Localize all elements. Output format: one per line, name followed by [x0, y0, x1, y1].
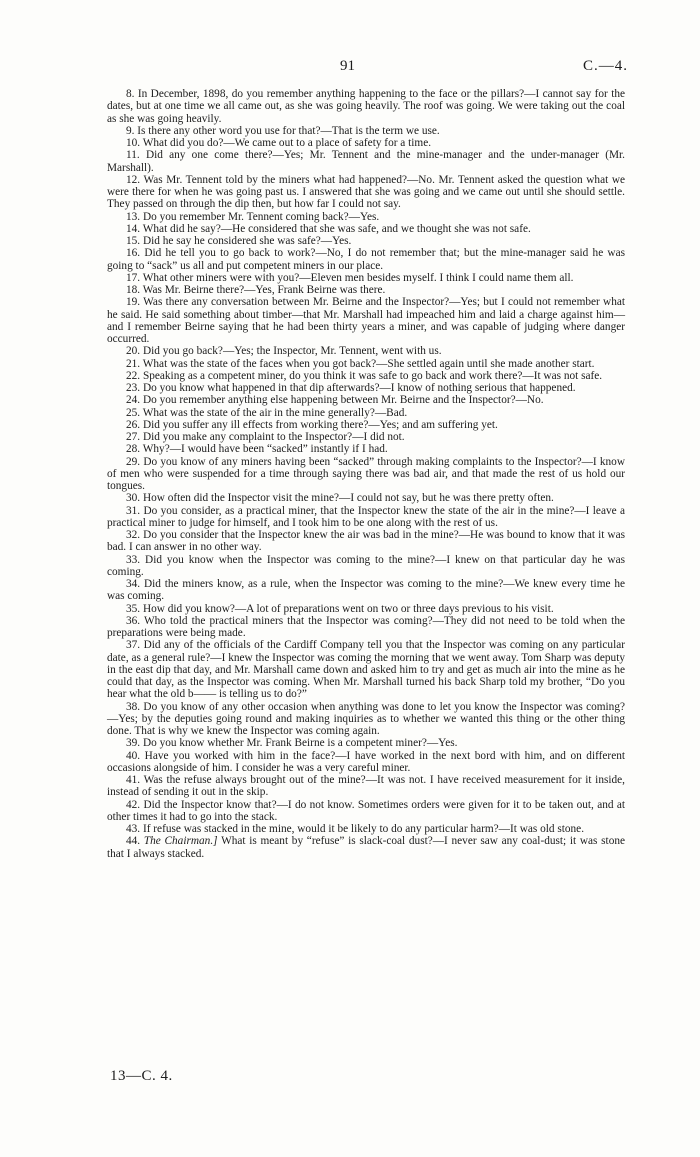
paragraph-q36: 36. Who told the practical miners that the Inspector was coming?—They did not need to be told when the preparations were being made. [107, 614, 625, 639]
paragraph-q26: 26. Did you suffer any ill effects from working there?—Yes; and am suffering yet. [126, 418, 498, 431]
paragraph-q34: 34. Did the miners know, as a rule, when the Inspector was coming to the mine?—We knew every time he was coming. [107, 578, 625, 603]
paragraph-q13: 13. Do you remember Mr. Tennent coming back?—Yes. [126, 210, 380, 223]
paragraph-q40: 40. Have you worked with him in the face?—I have worked in the next bord with him, and on different occasions alongside of him. I consider he was a very careful miner. [107, 749, 625, 774]
paragraph-q30: 30. How often did the Inspector visit the mine?—I could not say, but he was there pretty often. [126, 492, 554, 505]
paragraph-q25: 25. What was the state of the air in the mine generally?—Bad. [126, 406, 408, 419]
evidence-text [107, 88, 625, 860]
paragraph-q17: 17. What other miners were with you?—Eleven men besides myself. I think I could name them all. [126, 271, 574, 284]
paragraph-q14: 14. What did he say?—He considered that she was safe, and we thought she was not safe. [126, 222, 531, 235]
paragraph-q20: 20. Did you go back?—Yes; the Inspector, Mr. Tennent, went with us. [126, 345, 442, 358]
paragraph-q44-text: What is meant by “refuse” is slack-coal dust?—I never saw any coal-dust; it was stone that I always stacked. [107, 835, 626, 860]
paragraph-q10: 10. What did you do?—We came out to a place of safety for a time. [126, 137, 432, 149]
paragraph-q19: 19. Was there any conversation between Mr. Beirne and the Inspector?—Yes; but I could not remember what he said. He said something about timber—that Mr. Marshall had impeached him and laid a charge against him—and I remember Beirne saying that he had been thirty years a miner, and was capable of judging where danger occurred. [107, 296, 625, 345]
paragraph-q28: 28. Why?—I would have been “sacked” instantly if I had. [126, 443, 388, 456]
paragraph-q33: 33. Did you know when the Inspector was coming to the mine?—I knew on that particular day he was coming. [107, 553, 625, 578]
page-header [0, 58, 700, 78]
paragraph-q9: 9. Is there any other word you use for that?—That is the term we use. [126, 124, 440, 137]
paragraph-q11: 11. Did any one come there?—Yes; Mr. Tennent and the mine-manager and the under-manager (Mr. Marshall). [107, 149, 625, 174]
paragraph-q35: 35. How did you know?—A lot of preparations went on two or three days previous to his visit. [126, 602, 554, 615]
paragraph-q43: 43. If refuse was stacked in the mine, would it be likely to do any particular harm?—It was old stone. [126, 823, 585, 835]
paragraph-q38: 38. Do you know of any other occasion when anything was done to let you know the Inspector was coming?—Yes; by the deputies going round and making inquiries as to whether we wanted this thing or the other thing done. That is why we knew the Inspector was coming again. [107, 700, 625, 737]
paragraph-q32: 32. Do you consider that the Inspector knew the air was bad in the mine?—He was bound to know that it was bad. I can answer in no other way. [107, 529, 625, 554]
signature-mark: 13—C. 4. [110, 1068, 173, 1084]
paragraph-q39: 39. Do you know whether Mr. Frank Beirne is a competent miner?—Yes. [126, 737, 458, 750]
paragraph-q21: 21. What was the state of the faces when you got back?—She settled again until she made another start. [126, 357, 595, 370]
speaker-label: The Chairman.] [143, 835, 218, 848]
paragraph-q27: 27. Did you make any complaint to the Inspector?—I did not. [126, 431, 405, 443]
question-number: 44. [126, 835, 141, 848]
paragraph-q31: 31. Do you consider, as a practical miner, that the Inspector knew the state of the air in the mine?—I leave a practical miner to judge for himself, and I took him to be one along with the rest of us. [107, 504, 625, 529]
paragraph-q37: 37. Did any of the officials of the Cardiff Company tell you that the Inspector was coming on any particular date, as a general rule?—I knew the Inspector was coming the morning that we went away. Tom Sharp was deputy in the east dip that day, and Mr. Marshall came down and asked him to try and get as much air into the mine as he could that day, as the Inspector was coming. When Mr. Marshall turned his back Sharp told my brother, “Do you hear what the old b—— is telling us to do?” [107, 639, 625, 701]
paragraph-q42: 42. Did the Inspector know that?—I do not know. Sometimes orders were given for it to be taken out, and at other times it had to go into the stack. [107, 798, 625, 823]
page-number: 91 [340, 58, 355, 74]
paragraph-q15: 15. Did he say he considered she was safe?—Yes. [126, 235, 352, 247]
paragraph-q16: 16. Did he tell you to go back to work?—No, I do not remember that; but the mine-manager said he was going to “sack” us all and put competent miners in our place. [107, 247, 625, 272]
paragraph-q41: 41. Was the refuse always brought out of the mine?—It was not. I have received measurement for it inside, instead of sending it out in the skip. [107, 774, 625, 799]
paragraph-q8: 8. In December, 1898, do you remember anything happening to the face or the pillars?—I cannot say for the dates, but at one time we all came out, as she was going heavily. The roof was going. We were taking out the coal as she was going heavily. [107, 88, 625, 125]
paragraph-q44 [107, 835, 625, 860]
paragraph-q23: 23. Do you know what happened in that dip afterwards?—I know of nothing serious that happened. [126, 382, 576, 394]
paragraph-q29: 29. Do you know of any miners having been “sacked” through making complaints to the Inspector?—I know of men who were suspended for a time through saying there was bad air, and that made the rest of us hold our tongues. [107, 455, 625, 492]
paragraph-q22: 22. Speaking as a competent miner, do you think it was safe to go back and work there?—It was not safe. [126, 369, 603, 382]
paragraph-q24: 24. Do you remember anything else happening between Mr. Beirne and the Inspector?—No. [126, 394, 544, 407]
paragraph-q18: 18. Was Mr. Beirne there?—Yes, Frank Beirne was there. [126, 284, 386, 296]
document-code: C.—4. [582, 58, 628, 74]
paragraph-q12: 12. Was Mr. Tennent told by the miners what had happened?—No. Mr. Tennent asked the question what we were there for when he was going past us. I answered that she was going and we came out until she should settle. They passed on through the dip then, but how far I could not say. [107, 173, 625, 211]
